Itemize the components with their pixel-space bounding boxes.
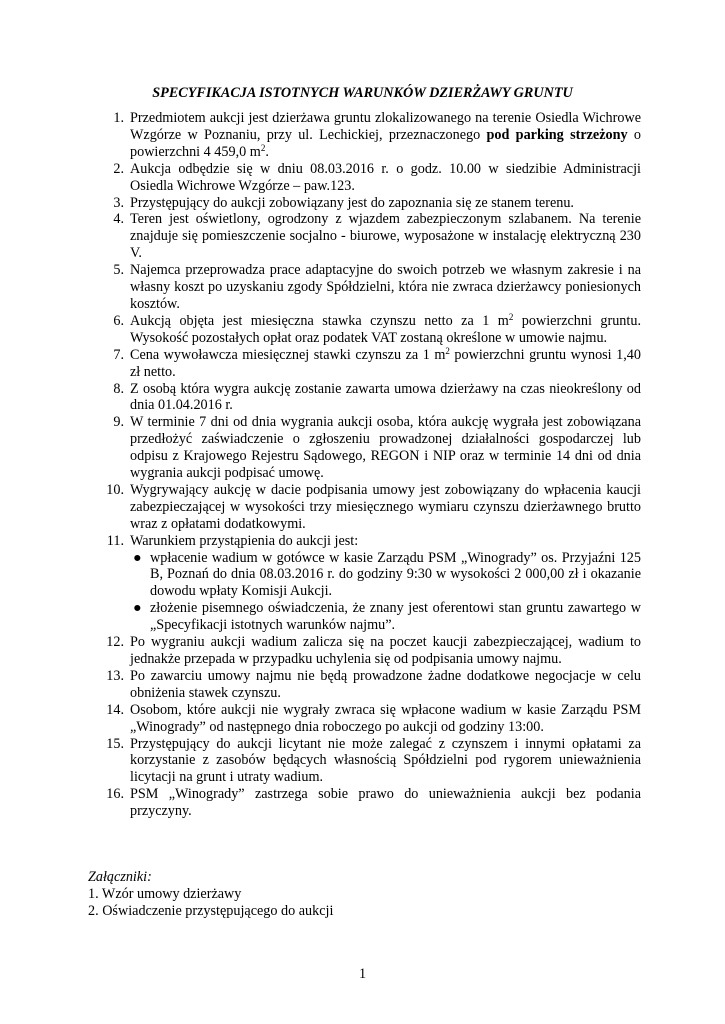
- item-text: Warunkiem przystąpienia do aukcji jest:: [130, 532, 359, 549]
- bullet-icon: ●: [133, 549, 142, 566]
- item-number: 3.: [113, 194, 124, 211]
- item-number: 9.: [113, 414, 124, 431]
- superscript: 2: [508, 311, 514, 322]
- condition-item-8: [88, 381, 641, 415]
- item-text: PSM „Winogrady” zastrzega sobie prawo do unieważnienia aukcji bez podania przyczyny.: [130, 786, 641, 820]
- condition-item-6: [88, 313, 641, 347]
- item-number: 7.: [113, 346, 124, 363]
- condition-item-11: [88, 533, 641, 634]
- condition-item-13: [88, 668, 641, 702]
- sublist-item: [130, 550, 641, 601]
- item-text: .: [265, 143, 269, 160]
- item-text: Przystępujący do aukcji zobowiązany jest do zapoznania się ze stanem terenu.: [130, 194, 574, 211]
- sublist-text: złożenie pisemnego oświadczenia, że znany jest oferentowi stan gruntu zawartego w „Specyfikacji istotnych warunków najmu”.: [150, 600, 641, 634]
- item-text: Osobom, które aukcji nie wygrały zwraca się wpłacone wadium w kasie Zarządu PSM „Winogrady” od następnego dnia roboczego po aukcji od godziny 13:00.: [130, 701, 641, 735]
- condition-item-2: [88, 161, 641, 195]
- conditions-list: [88, 110, 641, 820]
- item-number: 15.: [106, 735, 124, 752]
- page-number: 1: [358, 966, 367, 982]
- item-number: 11.: [106, 532, 124, 549]
- item-text: Teren jest oświetlony, ogrodzony z wjazdem zabezpieczonym szlabanem. Na terenie znajduje się pomieszczenie socjalno - biurowe, wyposażone w instalację elektryczną 230 V.: [130, 211, 641, 262]
- item-number: 16.: [106, 786, 124, 803]
- item-number: 6.: [113, 312, 124, 329]
- item-text: Aukcja odbędzie się w dniu 08.03.2016 r. o godz. 10.00 w siedzibie Administracji Osiedla Wichrowe Wzgórze – paw.123.: [130, 160, 641, 194]
- attachment-item: 1. Wzór umowy dzierżawy: [88, 885, 242, 902]
- item-text: Z osobą która wygra aukcję zostanie zawarta umowa dzierżawy na czas nieokreślony od dnia 01.04.2016 r.: [130, 380, 641, 414]
- condition-item-9: [88, 414, 641, 482]
- item-number: 1.: [113, 110, 124, 126]
- bullet-icon: ●: [133, 600, 142, 617]
- attachments-section: [88, 869, 488, 920]
- item-text: powierzchni gruntu. Wysokość pozostałych opłat oraz podatek VAT zostaną określone w umowie najmu.: [130, 312, 641, 346]
- sublist-text: wpłacenie wadium w gotówce w kasie Zarządu PSM „Winogrady” os. Przyjaźni 125 B, Poznań do dnia 08.03.2016 r. do godziny 9:30 w wysokości 2 000,00 zł i okazanie dowodu wpłaty Komisji Aukcji.: [150, 549, 641, 600]
- item-number: 13.: [106, 667, 124, 684]
- condition-item-1: [88, 110, 641, 161]
- item-text: Po wygraniu aukcji wadium zalicza się na poczet kaucji zabezpieczającej, wadium to jednakże przepada w przypadku uchylenia się od podpisania umowy najmu.: [130, 634, 641, 667]
- item-number: 12.: [106, 634, 124, 651]
- superscript: 2: [445, 345, 450, 356]
- item-text-bold: pod parking strzeżony: [486, 126, 628, 143]
- condition-item-5: [88, 262, 641, 313]
- condition-item-7: [88, 347, 641, 381]
- item-text: Wygrywający aukcję w dacie podpisania umowy jest zobowiązany do wpłacenia kaucji zabezpieczającej w wysokości trzy miesięcznego wymiaru czynszu dzierżawnego brutto wraz z opłatami dodatkowymi.: [130, 481, 641, 532]
- item-number: 14.: [106, 701, 124, 718]
- condition-item-3: [88, 195, 641, 212]
- item-text: o powierzchni 4 459,0 m: [130, 126, 641, 160]
- condition-item-16: [88, 786, 641, 820]
- item-number: 8.: [113, 380, 124, 397]
- item-text: Aukcją objęta jest miesięczna stawka czynszu netto za 1 m: [130, 312, 509, 329]
- item-text: Cena wywoławcza miesięcznej stawki czynszu za 1 m: [130, 346, 446, 363]
- requirements-sublist: [130, 550, 641, 635]
- item-number: 10.: [106, 481, 124, 498]
- superscript: 2: [260, 142, 266, 153]
- condition-item-12: [88, 634, 641, 668]
- item-text: powierzchni gruntu wynosi 1,40 zł netto.: [130, 346, 641, 380]
- item-text: Przedmiotem aukcji jest dzierżawa gruntu zlokalizowanego na terenie Osiedla Wichrowe Wzgórze w Poznaniu, przy ul. Lechickiej, przeznaczonego: [130, 110, 641, 143]
- item-number: 4.: [113, 211, 124, 228]
- item-text: Najemca przeprowadza prace adaptacyjne do swoich potrzeb we własnym zakresie i na własny koszt po uzyskaniu zgody Spółdzielni, która nie zwraca dzierżawcy poniesionych kosztów.: [130, 262, 641, 312]
- item-number: 5.: [113, 262, 124, 279]
- condition-item-10: [88, 482, 641, 533]
- attachment-item: 2. Oświadczenie przystępującego do aukcji: [88, 902, 334, 919]
- condition-item-14: [88, 702, 641, 736]
- item-number: 2.: [113, 160, 124, 177]
- item-text: Po zawarciu umowy najmu nie będą prowadzone żadne dodatkowe negocjacje w celu obniżenia stawek czynszu.: [130, 667, 641, 701]
- condition-item-15: [88, 736, 641, 787]
- item-text: W terminie 7 dni od dnia wygrania aukcji osoba, która aukcję wygrała jest zobowiązana przedłożyć zaświadczenie o zgłoszeniu prowadzonej działalności gospodarczej lub odpisu z Krajowego Rejestru Sądowego, REGON i NIP oraz w terminie 14 dni od dnia wygrania aukcji podpisać umowę.: [130, 414, 641, 482]
- item-text: Przystępujący do aukcji licytant nie może zalegać z czynszem i innymi opłatami za korzystanie z zasobów będących własnością Spółdzielni pod rygorem unieważnienia licytacji na grunt i utraty wadium.: [130, 735, 641, 786]
- sublist-item: [130, 600, 641, 634]
- document-title: SPECYFIKACJA ISTOTNYCH WARUNKÓW DZIERŻAWY GRUNTU: [152, 85, 573, 101]
- condition-item-4: [88, 211, 641, 262]
- attachments-heading: Załączniki:: [88, 869, 152, 885]
